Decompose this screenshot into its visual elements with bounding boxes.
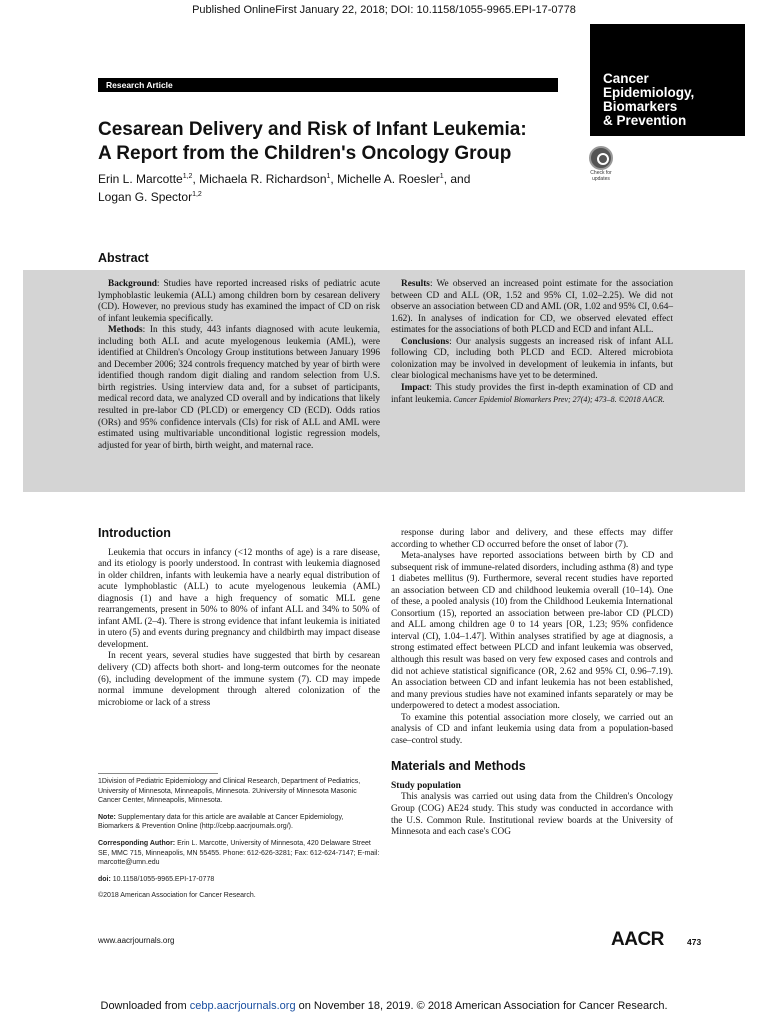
body-paragraph: Leukemia that occurs in infancy (<12 months of age) is a rare disease, and its etiology is poorly understood. In contrast with leukemia diagnosed in older children, infants with leukemia have a nearly equal distribution of acute lymphoblastic (ALL) to acute myelogenous leukemia (AML) diagnosis (1) and have a high frequency of somatic MLL gene rearrangements, present in 50% to 80% of infant ALL and 34% to 50% of infant AML (2–4). There is strong evidence that infant leukemia is initiated in utero (5) and events during pregnancy and childbirth may impact disease development.	[98, 547, 380, 650]
article-title	[98, 118, 578, 166]
download-suffix: on November 18, 2019. © 2018 American Association for Cancer Research.	[295, 1000, 668, 1012]
article-type-tag: Research Article	[98, 78, 558, 92]
note-text: Supplementary data for this article are available at Cancer Epidemiology, Biomarkers & Prevention Online (http://cebp.aacrjournals.org/).	[98, 813, 344, 831]
body-paragraph: In recent years, several studies have suggested that birth by cesarean delivery (CD) affects both short- and long-term outcomes for the neonate (6), including development of the immune system (7). CD may impede normal immune development through altered colonization of the microbiome or lack of a stress	[98, 651, 380, 708]
body-paragraph: Meta-analyses have reported associations between birth by CD and subsequent risk of immune-related disorders, including asthma (8) and type 1 diabetes mellitus (9). Furthermore, several recent studies have reported an association between CD and childhood leukemia overall (10–14). One of these, a pooled analysis (10) from the Childhood Leukemia International Consortium (15), reported an association between pre-labor CD (PLCD) and ALL among children age 0 to 14 years [OR, 1.23; 95% confidence interval (CI), 1.04–1.47]. Within analyses stratified by age at diagnosis, a strong estimated effect between PLCD and infant leukemia was observed, although this result was based on very few exposed cases and controls and did not achieve statistical significance (OR, 2.62 and 95% CI, 0.96–7.19). An association between CD and infant leukemia has not been established, and many previous studies have not examined infants separately or may be underpowered to detect a modest association.	[391, 551, 673, 712]
abstract-citation: Cancer Epidemiol Biomarkers Prev; 27(4); 473–8. ©2018 AACR.	[451, 395, 665, 405]
abstract-column-right	[391, 279, 673, 407]
author-name: Logan G. Spector	[98, 190, 193, 204]
corresponding-author-note	[98, 839, 380, 868]
abstract-text: : We observed an increased point estimate for the association between CD and ALL (OR, 1.52 and 95% CI, 1.02–2.25). We did not observe an association between CD and AML (OR, 1.02 and 95% CI, 0.64–1.62). In analyses of indication for CD, we observed elevated effect estimates for the associations of both PLCD and ECD and infant ALL.	[391, 279, 673, 336]
abstract-label: Results	[401, 279, 430, 289]
abstract-label: Background	[108, 279, 157, 289]
abstract-heading: Abstract	[98, 251, 149, 265]
abstract-text: : In this study, 443 infants diagnosed with acute leukemia, including both ALL and acute myelogenous leukemia (AML), were identified at Children's Oncology Group institutions between January 1996 and December 2006; 324 controls frequency matched by year of birth were identified though random digit dialing and random selection from U.S. birth registries. Using interview data and, for a subset of participants, medical record data, we analyzed CD overall and by indications that likely resulted in pre-labor CD (PLCD) or emergency CD (ECD). Odds ratios (ORs) and 95% confidence intervals (CIs) for risk of ALL and AML were estimated using multivariable unconditional logistic regression models, adjusted for year of birth, birth weight, and maternal race.	[98, 325, 380, 451]
abstract-results-para	[391, 279, 673, 337]
journal-name-line: & Prevention	[603, 113, 687, 128]
abstract-label: Conclusions	[401, 336, 450, 347]
methods-heading: Materials and Methods	[391, 759, 526, 774]
doi-note	[98, 875, 380, 885]
corr-text: Erin L. Marcotte, University of Minnesota, 420 Delaware Street SE, MMC 715, Minneapolis, MN 55455. Phone: 612-626-3281; Fax: 612-624-7147; E-mail: marcotte@umn.edu	[98, 839, 380, 867]
check-updates-label: Check for updates	[590, 170, 612, 182]
abstract-background-para	[98, 279, 380, 325]
author-affiliation: 1,2	[192, 191, 202, 198]
author-affiliation: 1,2	[182, 173, 193, 180]
abstract-text: : This study provides the first in-depth examination of CD and infant leukemia.	[391, 382, 673, 406]
published-line: Published OnlineFirst January 22, 2018; DOI: 10.1158/1055-9965.EPI-17-0778	[192, 4, 576, 16]
introduction-heading: Introduction	[98, 526, 171, 540]
journal-name-line: Epidemiology,	[603, 85, 695, 100]
corr-label: Corresponding Author:	[98, 839, 176, 847]
doi-text: 10.1158/1055-9965.EPI-17-0778	[110, 875, 215, 883]
download-line	[0, 1000, 768, 1012]
copyright-note: ©2018 American Association for Cancer Research.	[98, 892, 256, 900]
body-paragraph: response during labor and delivery, and these effects may differ according to whether CD occurred before the onset of labor (7).	[391, 528, 673, 550]
body-column-right	[391, 528, 673, 839]
body-paragraph: This analysis was carried out using data from the Children's Oncology Group (COG) AE24 study. This study was conducted in accordance with the U.S. Common Rule. Institutional review boards at the University of Minnesota and each case's COG	[391, 792, 673, 838]
author-list: Erin L. Marcotte$^{1,2}$, Michaela R. Richardson$^1$, Michelle A. Roesler$^1$, and Logan G. Spector$^{1,2}$	[98, 172, 471, 204]
journal-name-line: Cancer	[603, 71, 649, 86]
body-paragraph: To examine this potential association more closely, we carried out an analysis of CD and infant leukemia using data from a population-based case–control study.	[391, 712, 673, 746]
doi-label: doi:	[98, 875, 111, 883]
abstract-text: : Our analysis suggests an increased risk of infant ALL following CD, including both PLCD and ECD. Altered microbiota colonization may be involved in development of leukemia in infants, but clear biological mechanisms have yet to be determined.	[391, 336, 673, 382]
title-line: Cesarean Delivery and Risk of Infant Leukemia:	[98, 119, 527, 140]
footnote-rule	[98, 773, 218, 774]
download-link[interactable]: cebp.aacrjournals.org	[189, 1000, 296, 1012]
aacr-logo: AACR	[611, 929, 664, 950]
abstract-impact-para	[391, 383, 673, 407]
abstract-text: : Studies have reported increased risks of pediatric acute lymphoblastic leukemia (ALL) among children born by cesarean delivery (CD). However, no previous study has examined the impact of CD on risk of infant leukemia specifically.	[98, 279, 380, 324]
abstract-column-left	[98, 279, 380, 452]
journal-url[interactable]: www.aacrjournals.org	[98, 936, 175, 945]
author-name: Michaela R. Richardson	[199, 172, 327, 186]
title-line: A Report from the Children's Oncology Group	[98, 143, 512, 164]
supplementary-note	[98, 813, 380, 832]
journal-name-line: Biomarkers	[603, 99, 678, 114]
download-prefix: Downloaded from	[100, 1000, 190, 1012]
journal-name-box	[590, 24, 745, 136]
abstract-label: Methods	[108, 325, 143, 336]
author-name: Michelle A. Roesler	[337, 172, 440, 186]
body-column-left	[98, 528, 380, 709]
affiliations-note: 1Division of Pediatric Epidemiology and Clinical Research, Department of Pediatrics, University of Minnesota, Minneapolis, Minnesota. 2University of Minnesota Masonic Cancer Center, Minneapolis, Minnesota.	[98, 778, 361, 805]
page-number: 473	[687, 937, 702, 947]
footnotes	[98, 773, 380, 908]
study-population-heading: Study population	[391, 780, 461, 791]
abstract-label: Impact	[401, 382, 430, 393]
check-updates-icon	[589, 146, 613, 170]
author-affiliation: 1	[326, 173, 331, 180]
author-name: Erin L. Marcotte	[98, 172, 183, 186]
check-for-updates-badge[interactable]	[582, 146, 620, 184]
note-label: Note:	[98, 813, 116, 821]
abstract-methods-para	[98, 325, 380, 452]
author-affiliation: 1	[439, 173, 444, 180]
abstract-conclusions-para	[391, 337, 673, 383]
